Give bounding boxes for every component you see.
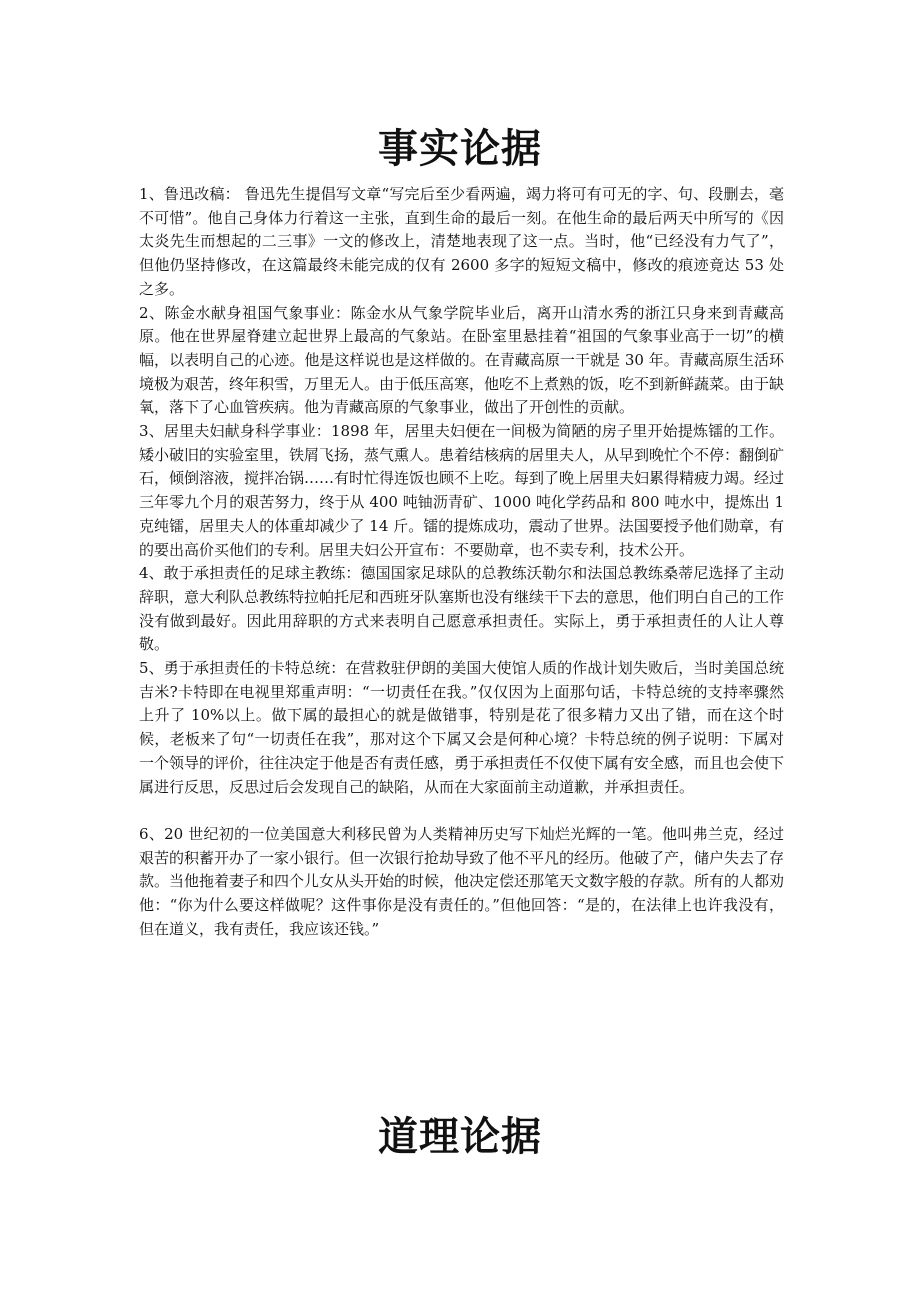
paragraph-6: 6、20 世纪初的一位美国意大利移民曾为人类精神历史写下灿烂光辉的一笔。他叫弗兰克，经过艰苦的积蓄开办了一家小银行。但一次银行抢劫导致了他不平凡的经历。他破了产，储户失去了存款。当他拖着妻子和四个儿女从头开始的时候，他决定偿还那笔天文数字般的存款。所有的人都劝他：“你为什么要这样做呢？这件事你是没有责任的。”但他回答：“是的，在法律上也许我没有，但在道义，我有责任，我应该还钱。” [139,824,785,938]
section-title-reasoning-evidence: 道理论据 [378,1113,542,1160]
document-body [139,183,784,941]
paragraph-1: 1、鲁迅改稿： 鲁迅先生提倡写文章“写完后至少看两遍，竭力将可有可无的字、句、段删去，毫不可惜”。他自己身体力行着这一主张，直到生命的最后一刻。在他生命的最后两天中所写的《因太炎先生而想起的二三事》一文的修改上，清楚地表现了这一点。当时，他“已经没有力气了”，但他仍坚持修改，在这篇最终未能完成的仅有 2600 多字的短短文稿中，修改的痕迹竟达 53 处之多。 [139,185,784,298]
paragraph-4: 4、敢于承担责任的足球主教练：德国国家足球队的总教练沃勒尔和法国总教练桑蒂尼选择了主动辞职，意大利队总教练特拉帕托尼和西班牙队塞斯也没有继续干下去的意思，他们明白自己的工作没有做到最好。因此用辞职的方式来表明自己愿意承担责任。实际上，勇于承担责任的人让人尊敬。 [139,564,785,654]
paragraph-3: 3、居里夫妇献身科学事业：1898 年，居里夫妇便在一间极为简陋的房子里开始提炼镭的工作。矮小破旧的实验室里，铁屑飞扬，蒸气熏人。患着结核病的居里夫人，从早到晚忙个不停：翻倒矿石，倾倒溶液，搅拌冶锅……有时忙得连饭也顾不上吃。每到了晚上居里夫妇累得精疲力竭。经过三年零九个月的艰苦努力，终于从 400 吨铀沥青矿、1000 吨化学药品和 800 吨水中，提炼出 1 克纯镭，居里夫人的体重却减少了 14 斤。镭的提炼成功，震动了世界。法国要授予他们勋章，有的要出高价买他们的专利。居里夫妇公开宣布：不要勋章，也不卖专利，技术公开。 [139,422,785,559]
section-title-factual-evidence: 事实论据 [378,125,542,172]
paragraph-2: 2、陈金水献身祖国气象事业：陈金水从气象学院毕业后，离开山清水秀的浙江只身来到青藏高原。他在世界屋脊建立起世界上最高的气象站。在卧室里悬挂着“祖国的气象事业高于一切”的横幅，以表明自己的心迹。他是这样说也是这样做的。在青藏高原一干就是 30 年。青藏高原生活环境极为艰苦，终年积雪，万里无人。由于低压高寒，他吃不上煮熟的饭，吃不到新鲜蔬菜。由于缺氧，落下了心血管疾病。他为青藏高原的气象事业，做出了开创性的贡献。 [139,303,785,417]
paragraph-5: 5、勇于承担责任的卡特总统：在营救驻伊朗的美国大使馆人质的作战计划失败后，当时美国总统吉米?卡特即在电视里郑重声明：“一切责任在我。”仅仅因为上面那句话，卡特总统的支持率骤然上升了 10%以上。做下属的最担心的就是做错事，特别是花了很多精力又出了错，而在这个时候，老板来了句“一切责任在我”，那对这个下属又会是何种心境？卡特总统的例子说明：下属对一个领导的评价，往往决定于他是否有责任感，勇于承担责任不仅使下属有安全感，而且也会使下属进行反思，反思过后会发现自己的缺陷，从而在大家面前主动道歉，并承担责任。 [139,659,785,796]
